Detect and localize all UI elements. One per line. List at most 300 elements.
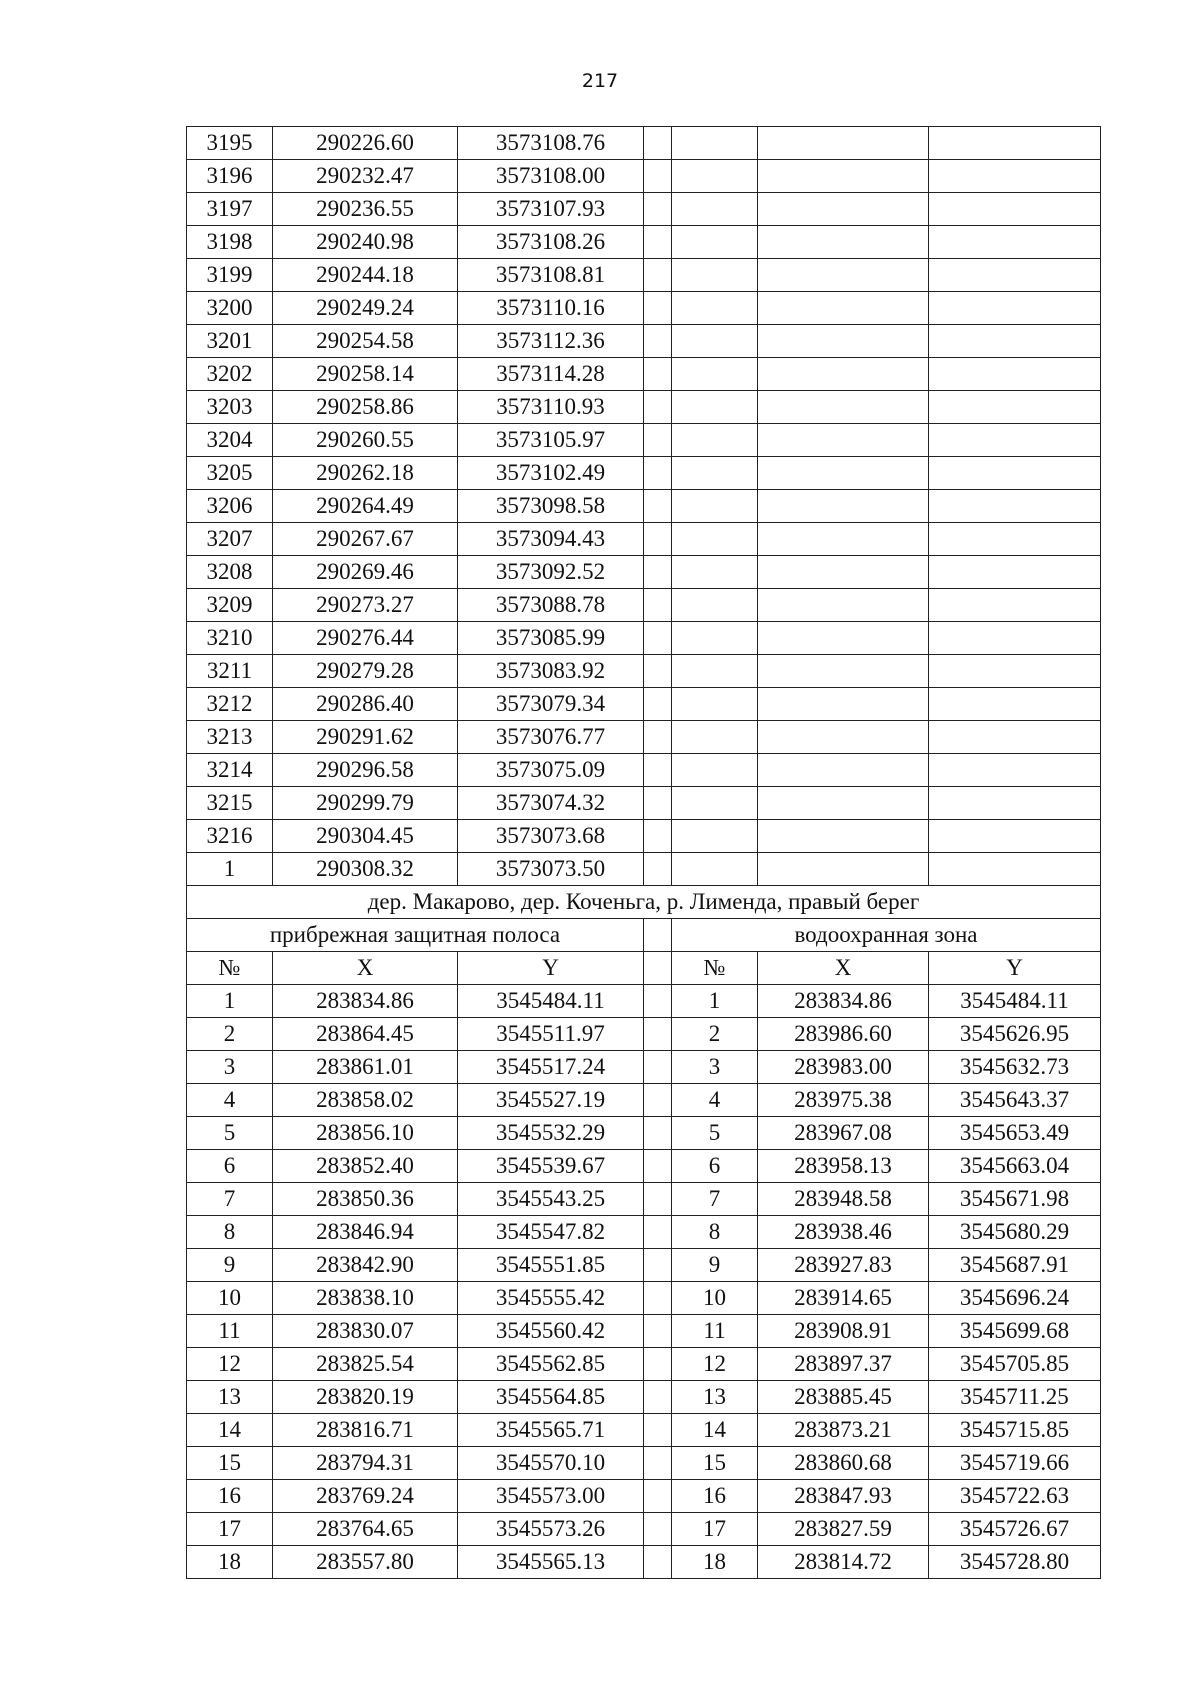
empty-cell xyxy=(644,457,672,490)
empty-cell xyxy=(758,556,929,589)
left-point-number-cell: 10 xyxy=(187,1282,273,1315)
point-number-cell: 3212 xyxy=(187,688,273,721)
gap-cell xyxy=(644,1183,672,1216)
section-title: дер. Макарово, дер. Коченьга, р. Лименда, правый берег xyxy=(187,886,1101,919)
empty-cell xyxy=(929,391,1101,424)
right-x-cell: 283967.08 xyxy=(758,1117,929,1150)
table-row xyxy=(187,1381,1101,1414)
empty-cell xyxy=(929,754,1101,787)
right-point-number-cell: 15 xyxy=(672,1447,758,1480)
empty-cell xyxy=(758,358,929,391)
left-y-cell: 3545532.29 xyxy=(458,1117,644,1150)
table-row xyxy=(187,292,1101,325)
left-y-cell: 3545484.11 xyxy=(458,985,644,1018)
table-row xyxy=(187,1513,1101,1546)
right-x-cell: 283897.37 xyxy=(758,1348,929,1381)
table-row xyxy=(187,1183,1101,1216)
empty-cell xyxy=(929,457,1101,490)
left-x-cell: 283850.36 xyxy=(273,1183,458,1216)
left-point-number-cell: 13 xyxy=(187,1381,273,1414)
point-number-cell: 3216 xyxy=(187,820,273,853)
empty-cell xyxy=(672,358,758,391)
left-point-number-cell: 16 xyxy=(187,1480,273,1513)
empty-cell xyxy=(929,490,1101,523)
right-x-cell: 283914.65 xyxy=(758,1282,929,1315)
right-y-cell: 3545719.66 xyxy=(929,1447,1101,1480)
empty-cell xyxy=(758,853,929,886)
empty-cell xyxy=(929,820,1101,853)
left-x-cell: 283830.07 xyxy=(273,1315,458,1348)
y-cell: 3573075.09 xyxy=(458,754,644,787)
right-y-cell: 3545687.91 xyxy=(929,1249,1101,1282)
right-x-cell: 283873.21 xyxy=(758,1414,929,1447)
right-x-cell: 283986.60 xyxy=(758,1018,929,1051)
left-y-cell: 3545573.26 xyxy=(458,1513,644,1546)
coordinates-table xyxy=(186,126,1101,1579)
empty-cell xyxy=(644,358,672,391)
x-cell: 290279.28 xyxy=(273,655,458,688)
left-y-cell: 3545565.13 xyxy=(458,1546,644,1579)
empty-cell xyxy=(644,391,672,424)
right-point-number-cell: 18 xyxy=(672,1546,758,1579)
empty-cell xyxy=(758,787,929,820)
y-cell: 3573092.52 xyxy=(458,556,644,589)
x-cell: 290286.40 xyxy=(273,688,458,721)
y-cell: 3573107.93 xyxy=(458,193,644,226)
left-y-cell: 3545551.85 xyxy=(458,1249,644,1282)
point-number-cell: 3206 xyxy=(187,490,273,523)
section-title-row xyxy=(187,886,1101,919)
left-point-number-cell: 2 xyxy=(187,1018,273,1051)
left-y-header: Y xyxy=(458,952,644,985)
table-row xyxy=(187,259,1101,292)
x-cell: 290254.58 xyxy=(273,325,458,358)
empty-cell xyxy=(644,820,672,853)
right-x-cell: 283975.38 xyxy=(758,1084,929,1117)
right-x-cell: 283860.68 xyxy=(758,1447,929,1480)
y-cell: 3573110.16 xyxy=(458,292,644,325)
x-cell: 290244.18 xyxy=(273,259,458,292)
empty-cell xyxy=(644,688,672,721)
left-y-cell: 3545560.42 xyxy=(458,1315,644,1348)
empty-cell xyxy=(672,556,758,589)
table-row xyxy=(187,457,1101,490)
left-x-cell: 283816.71 xyxy=(273,1414,458,1447)
right-x-cell: 283983.00 xyxy=(758,1051,929,1084)
empty-cell xyxy=(929,160,1101,193)
empty-cell xyxy=(758,820,929,853)
right-point-number-cell: 10 xyxy=(672,1282,758,1315)
y-cell: 3573108.26 xyxy=(458,226,644,259)
table-row xyxy=(187,589,1101,622)
table-row xyxy=(187,1216,1101,1249)
empty-cell xyxy=(672,193,758,226)
empty-cell xyxy=(758,127,929,160)
empty-cell xyxy=(644,292,672,325)
x-cell: 290232.47 xyxy=(273,160,458,193)
left-point-number-cell: 15 xyxy=(187,1447,273,1480)
right-x-cell: 283927.83 xyxy=(758,1249,929,1282)
empty-cell xyxy=(672,325,758,358)
empty-cell xyxy=(758,292,929,325)
right-y-cell: 3545680.29 xyxy=(929,1216,1101,1249)
right-y-cell: 3545715.85 xyxy=(929,1414,1101,1447)
empty-cell xyxy=(644,853,672,886)
left-point-number-cell: 4 xyxy=(187,1084,273,1117)
empty-cell xyxy=(644,622,672,655)
empty-cell xyxy=(929,259,1101,292)
x-cell: 290236.55 xyxy=(273,193,458,226)
right-x-cell: 283958.13 xyxy=(758,1150,929,1183)
empty-cell xyxy=(758,721,929,754)
column-header-row xyxy=(187,952,1101,985)
left-x-cell: 283825.54 xyxy=(273,1348,458,1381)
empty-cell xyxy=(644,523,672,556)
y-cell: 3573108.00 xyxy=(458,160,644,193)
empty-cell xyxy=(644,226,672,259)
empty-cell xyxy=(758,391,929,424)
y-cell: 3573102.49 xyxy=(458,457,644,490)
right-point-number-cell: 5 xyxy=(672,1117,758,1150)
x-cell: 290291.62 xyxy=(273,721,458,754)
empty-cell xyxy=(929,193,1101,226)
y-cell: 3573073.50 xyxy=(458,853,644,886)
empty-cell xyxy=(644,721,672,754)
left-x-cell: 283834.86 xyxy=(273,985,458,1018)
empty-cell xyxy=(672,622,758,655)
table-row xyxy=(187,1150,1101,1183)
gap-cell xyxy=(644,1051,672,1084)
empty-cell xyxy=(672,457,758,490)
left-x-cell: 283769.24 xyxy=(273,1480,458,1513)
empty-cell xyxy=(758,655,929,688)
table-row xyxy=(187,1480,1101,1513)
point-number-cell: 1 xyxy=(187,853,273,886)
empty-cell xyxy=(672,259,758,292)
y-cell: 3573114.28 xyxy=(458,358,644,391)
point-number-cell: 3199 xyxy=(187,259,273,292)
point-number-cell: 3211 xyxy=(187,655,273,688)
empty-cell xyxy=(929,622,1101,655)
left-x-cell: 283820.19 xyxy=(273,1381,458,1414)
point-number-cell: 3196 xyxy=(187,160,273,193)
x-cell: 290296.58 xyxy=(273,754,458,787)
point-number-cell: 3209 xyxy=(187,589,273,622)
point-number-cell: 3201 xyxy=(187,325,273,358)
right-y-cell: 3545722.63 xyxy=(929,1480,1101,1513)
y-cell: 3573088.78 xyxy=(458,589,644,622)
right-point-number-cell: 3 xyxy=(672,1051,758,1084)
y-cell: 3573085.99 xyxy=(458,622,644,655)
y-cell: 3573105.97 xyxy=(458,424,644,457)
right-num-header: № xyxy=(672,952,758,985)
right-y-header: Y xyxy=(929,952,1101,985)
gap-cell xyxy=(644,1249,672,1282)
y-cell: 3573108.76 xyxy=(458,127,644,160)
right-y-cell: 3545484.11 xyxy=(929,985,1101,1018)
y-cell: 3573076.77 xyxy=(458,721,644,754)
gap-cell xyxy=(644,1513,672,1546)
point-number-cell: 3198 xyxy=(187,226,273,259)
gap-cell xyxy=(644,1381,672,1414)
table-row xyxy=(187,1447,1101,1480)
right-y-cell: 3545699.68 xyxy=(929,1315,1101,1348)
table-row xyxy=(187,721,1101,754)
empty-cell xyxy=(644,127,672,160)
left-point-number-cell: 5 xyxy=(187,1117,273,1150)
right-y-cell: 3545696.24 xyxy=(929,1282,1101,1315)
gap-cell xyxy=(644,1447,672,1480)
right-y-cell: 3545711.25 xyxy=(929,1381,1101,1414)
gap-cell xyxy=(644,1282,672,1315)
empty-cell xyxy=(758,226,929,259)
x-cell: 290276.44 xyxy=(273,622,458,655)
table-row xyxy=(187,853,1101,886)
group-header-row xyxy=(187,919,1101,952)
right-x-cell: 283834.86 xyxy=(758,985,929,1018)
right-point-number-cell: 8 xyxy=(672,1216,758,1249)
empty-cell xyxy=(672,754,758,787)
point-number-cell: 3204 xyxy=(187,424,273,457)
right-point-number-cell: 13 xyxy=(672,1381,758,1414)
empty-cell xyxy=(929,292,1101,325)
table-row xyxy=(187,985,1101,1018)
empty-cell xyxy=(644,193,672,226)
x-cell: 290258.14 xyxy=(273,358,458,391)
table-row xyxy=(187,1117,1101,1150)
left-point-number-cell: 14 xyxy=(187,1414,273,1447)
point-number-cell: 3215 xyxy=(187,787,273,820)
right-point-number-cell: 9 xyxy=(672,1249,758,1282)
empty-cell xyxy=(644,160,672,193)
empty-cell xyxy=(672,820,758,853)
left-point-number-cell: 8 xyxy=(187,1216,273,1249)
empty-cell xyxy=(644,424,672,457)
empty-cell xyxy=(758,754,929,787)
table-row xyxy=(187,787,1101,820)
left-y-cell: 3545573.00 xyxy=(458,1480,644,1513)
right-x-cell: 283908.91 xyxy=(758,1315,929,1348)
left-x-cell: 283838.10 xyxy=(273,1282,458,1315)
table-row xyxy=(187,160,1101,193)
x-cell: 290260.55 xyxy=(273,424,458,457)
y-cell: 3573073.68 xyxy=(458,820,644,853)
empty-cell xyxy=(758,325,929,358)
gap-cell xyxy=(644,952,672,985)
left-x-cell: 283852.40 xyxy=(273,1150,458,1183)
right-point-number-cell: 14 xyxy=(672,1414,758,1447)
right-y-cell: 3545705.85 xyxy=(929,1348,1101,1381)
left-x-cell: 283858.02 xyxy=(273,1084,458,1117)
empty-cell xyxy=(758,424,929,457)
point-number-cell: 3214 xyxy=(187,754,273,787)
left-point-number-cell: 1 xyxy=(187,985,273,1018)
table-row xyxy=(187,490,1101,523)
empty-cell xyxy=(929,787,1101,820)
table-row xyxy=(187,1084,1101,1117)
empty-cell xyxy=(929,721,1101,754)
left-y-cell: 3545555.42 xyxy=(458,1282,644,1315)
gap-cell xyxy=(644,1414,672,1447)
left-x-cell: 283846.94 xyxy=(273,1216,458,1249)
left-group-label: прибрежная защитная полоса xyxy=(187,919,644,952)
empty-cell xyxy=(672,523,758,556)
empty-cell xyxy=(929,127,1101,160)
table-row xyxy=(187,622,1101,655)
x-cell: 290308.32 xyxy=(273,853,458,886)
gap-cell xyxy=(644,1216,672,1249)
gap-cell xyxy=(644,919,672,952)
right-point-number-cell: 12 xyxy=(672,1348,758,1381)
table-row xyxy=(187,820,1101,853)
point-number-cell: 3203 xyxy=(187,391,273,424)
gap-cell xyxy=(644,1546,672,1579)
x-cell: 290269.46 xyxy=(273,556,458,589)
empty-cell xyxy=(672,853,758,886)
left-point-number-cell: 3 xyxy=(187,1051,273,1084)
y-cell: 3573108.81 xyxy=(458,259,644,292)
table-row xyxy=(187,688,1101,721)
empty-cell xyxy=(672,292,758,325)
left-y-cell: 3545547.82 xyxy=(458,1216,644,1249)
left-num-header: № xyxy=(187,952,273,985)
left-y-cell: 3545565.71 xyxy=(458,1414,644,1447)
left-y-cell: 3545527.19 xyxy=(458,1084,644,1117)
point-number-cell: 3195 xyxy=(187,127,273,160)
right-point-number-cell: 17 xyxy=(672,1513,758,1546)
empty-cell xyxy=(758,688,929,721)
x-cell: 290258.86 xyxy=(273,391,458,424)
empty-cell xyxy=(929,358,1101,391)
empty-cell xyxy=(672,424,758,457)
right-point-number-cell: 4 xyxy=(672,1084,758,1117)
right-y-cell: 3545726.67 xyxy=(929,1513,1101,1546)
empty-cell xyxy=(644,787,672,820)
right-x-header: X xyxy=(758,952,929,985)
gap-cell xyxy=(644,985,672,1018)
x-cell: 290264.49 xyxy=(273,490,458,523)
right-x-cell: 283814.72 xyxy=(758,1546,929,1579)
left-y-cell: 3545511.97 xyxy=(458,1018,644,1051)
point-number-cell: 3202 xyxy=(187,358,273,391)
left-y-cell: 3545539.67 xyxy=(458,1150,644,1183)
empty-cell xyxy=(758,457,929,490)
empty-cell xyxy=(672,721,758,754)
table-row xyxy=(187,1249,1101,1282)
right-x-cell: 283948.58 xyxy=(758,1183,929,1216)
empty-cell xyxy=(929,853,1101,886)
table-row xyxy=(187,1282,1101,1315)
left-y-cell: 3545562.85 xyxy=(458,1348,644,1381)
left-point-number-cell: 7 xyxy=(187,1183,273,1216)
table-row xyxy=(187,1018,1101,1051)
table-row xyxy=(187,424,1101,457)
empty-cell xyxy=(929,655,1101,688)
right-y-cell: 3545728.80 xyxy=(929,1546,1101,1579)
left-x-cell: 283864.45 xyxy=(273,1018,458,1051)
table-row xyxy=(187,523,1101,556)
empty-cell xyxy=(758,523,929,556)
empty-cell xyxy=(672,655,758,688)
table-row xyxy=(187,358,1101,391)
left-y-cell: 3545543.25 xyxy=(458,1183,644,1216)
empty-cell xyxy=(758,193,929,226)
left-x-cell: 283764.65 xyxy=(273,1513,458,1546)
point-number-cell: 3200 xyxy=(187,292,273,325)
empty-cell xyxy=(644,655,672,688)
empty-cell xyxy=(672,688,758,721)
empty-cell xyxy=(672,391,758,424)
x-cell: 290226.60 xyxy=(273,127,458,160)
table-row xyxy=(187,127,1101,160)
left-x-cell: 283861.01 xyxy=(273,1051,458,1084)
right-point-number-cell: 11 xyxy=(672,1315,758,1348)
empty-cell xyxy=(672,160,758,193)
right-x-cell: 283938.46 xyxy=(758,1216,929,1249)
empty-cell xyxy=(672,589,758,622)
empty-cell xyxy=(929,589,1101,622)
empty-cell xyxy=(929,226,1101,259)
empty-cell xyxy=(758,160,929,193)
point-number-cell: 3213 xyxy=(187,721,273,754)
gap-cell xyxy=(644,1150,672,1183)
x-cell: 290262.18 xyxy=(273,457,458,490)
table-row xyxy=(187,391,1101,424)
empty-cell xyxy=(758,622,929,655)
point-number-cell: 3210 xyxy=(187,622,273,655)
right-y-cell: 3545632.73 xyxy=(929,1051,1101,1084)
left-x-cell: 283856.10 xyxy=(273,1117,458,1150)
left-x-cell: 283842.90 xyxy=(273,1249,458,1282)
left-x-cell: 283557.80 xyxy=(273,1546,458,1579)
table-row xyxy=(187,1414,1101,1447)
empty-cell xyxy=(672,226,758,259)
empty-cell xyxy=(672,490,758,523)
table-row xyxy=(187,1348,1101,1381)
empty-cell xyxy=(644,259,672,292)
x-cell: 290267.67 xyxy=(273,523,458,556)
left-y-cell: 3545517.24 xyxy=(458,1051,644,1084)
left-point-number-cell: 18 xyxy=(187,1546,273,1579)
empty-cell xyxy=(644,556,672,589)
right-group-label: водоохранная зона xyxy=(672,919,1101,952)
empty-cell xyxy=(929,523,1101,556)
table-row xyxy=(187,226,1101,259)
empty-cell xyxy=(644,490,672,523)
right-point-number-cell: 6 xyxy=(672,1150,758,1183)
table-row xyxy=(187,1546,1101,1579)
right-y-cell: 3545643.37 xyxy=(929,1084,1101,1117)
empty-cell xyxy=(758,589,929,622)
right-x-cell: 283847.93 xyxy=(758,1480,929,1513)
table-row xyxy=(187,1051,1101,1084)
left-point-number-cell: 17 xyxy=(187,1513,273,1546)
gap-cell xyxy=(644,1084,672,1117)
right-point-number-cell: 2 xyxy=(672,1018,758,1051)
point-number-cell: 3197 xyxy=(187,193,273,226)
right-point-number-cell: 7 xyxy=(672,1183,758,1216)
page-number: 217 xyxy=(581,70,619,92)
gap-cell xyxy=(644,1018,672,1051)
empty-cell xyxy=(929,424,1101,457)
left-point-number-cell: 6 xyxy=(187,1150,273,1183)
left-point-number-cell: 9 xyxy=(187,1249,273,1282)
x-cell: 290304.45 xyxy=(273,820,458,853)
x-cell: 290240.98 xyxy=(273,226,458,259)
right-x-cell: 283885.45 xyxy=(758,1381,929,1414)
table-row xyxy=(187,325,1101,358)
point-number-cell: 3208 xyxy=(187,556,273,589)
